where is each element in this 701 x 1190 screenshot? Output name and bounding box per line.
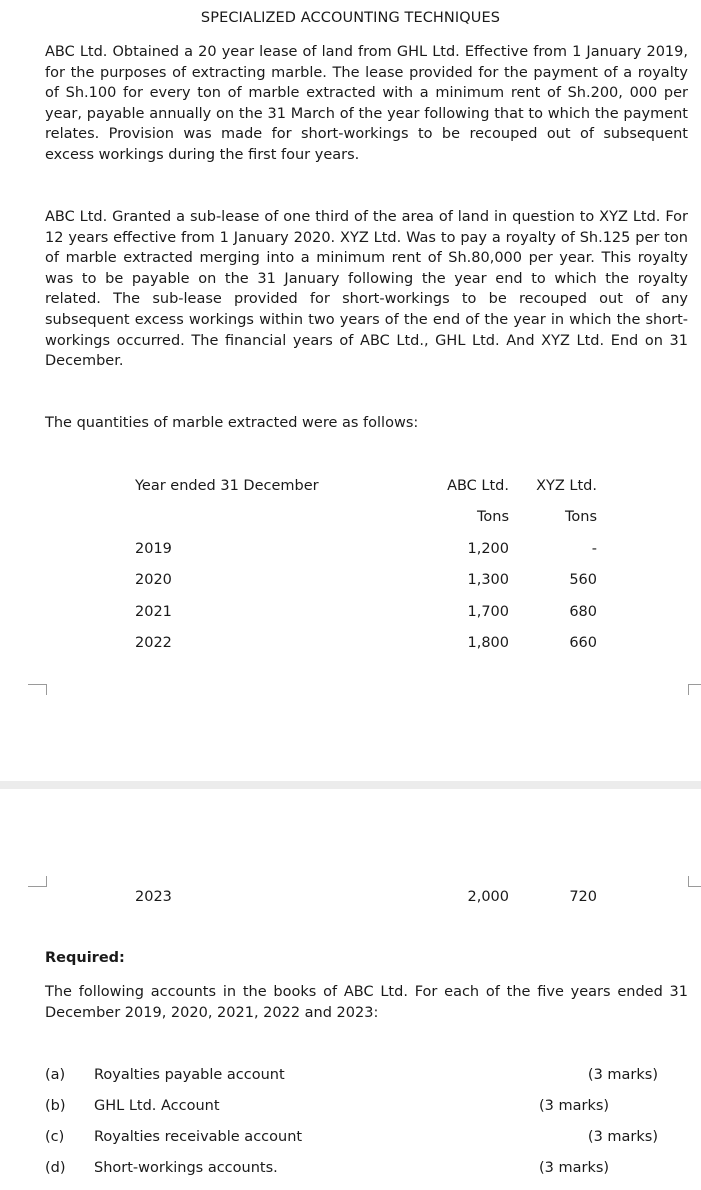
row-xyz: 660	[569, 635, 597, 651]
question-text: Royalties payable account	[94, 1067, 285, 1083]
table-units-row	[0, 509, 701, 531]
header-xyz: XYZ Ltd.	[536, 478, 597, 494]
page-break	[0, 781, 701, 789]
question-item	[0, 1067, 701, 1089]
row-xyz: 680	[569, 604, 597, 620]
document-title: SPECIALIZED ACCOUNTING TECHNIQUES	[200, 10, 501, 26]
row-abc: 1,300	[467, 572, 509, 588]
page-corner-mark	[688, 876, 701, 887]
question-letter: (c)	[45, 1129, 65, 1145]
row-abc: 1,700	[467, 604, 509, 620]
row-abc: 2,000	[467, 889, 509, 905]
table-row	[0, 635, 701, 657]
unit-abc: Tons	[476, 509, 509, 525]
question-item	[0, 1129, 701, 1151]
required-heading: Required:	[45, 950, 125, 966]
question-marks: (3 marks)	[539, 1098, 610, 1114]
table-row	[0, 604, 701, 626]
table-row	[0, 889, 701, 911]
page-corner-mark	[688, 684, 701, 695]
question-item	[0, 1160, 701, 1182]
question-marks: (3 marks)	[587, 1067, 658, 1083]
row-xyz: 720	[569, 889, 597, 905]
question-text: Royalties receivable account	[94, 1129, 303, 1145]
row-year: 2022	[135, 635, 172, 651]
question-letter: (d)	[45, 1160, 66, 1176]
row-year: 2023	[135, 889, 172, 905]
unit-xyz: Tons	[564, 509, 597, 525]
question-letter: (b)	[45, 1098, 66, 1114]
required-intro: The following accounts in the books of ABC Ltd. For each of the five years ended 31 December 2019, 2020, 2021, 2022 and 2023:	[45, 984, 688, 1021]
quantities-intro: The quantities of marble extracted were as follows:	[45, 415, 419, 431]
row-xyz: -	[591, 541, 597, 557]
question-letter: (a)	[45, 1067, 66, 1083]
question-marks: (3 marks)	[539, 1160, 610, 1176]
lease-paragraph: ABC Ltd. Obtained a 20 year lease of land from GHL Ltd. Effective from 1 January 2019, for the purposes of extracting marble. The lease provided for the payment of a royalty of Sh.100 for every ton of marble extracted with a minimum rent of Sh.200, 000 per year, payable annually on the 31 March of the year following that to which the payment relates. Provision was made for short-workings to be recouped out of subsequent excess workings during the first four years.	[45, 44, 688, 163]
row-year: 2021	[135, 604, 172, 620]
table-header-row	[0, 478, 701, 500]
question-marks: (3 marks)	[587, 1129, 658, 1145]
question-text: GHL Ltd. Account	[94, 1098, 220, 1114]
row-year: 2019	[135, 541, 172, 557]
row-abc: 1,800	[467, 635, 509, 651]
page-corner-mark	[28, 876, 47, 887]
question-item	[0, 1098, 701, 1120]
row-year: 2020	[135, 572, 172, 588]
row-abc: 1,200	[467, 541, 509, 557]
table-row	[0, 541, 701, 563]
table-row	[0, 572, 701, 594]
row-xyz: 560	[569, 572, 597, 588]
sublease-paragraph: ABC Ltd. Granted a sub-lease of one third of the area of land in question to XYZ Ltd. For 12 years effective from 1 January 2020. XYZ Ltd. Was to pay a royalty of Sh.125 per ton of marble extracted merging into a minimum rent of Sh.80,000 per year. This royalty was to be payable on the 31 January following the year end to which the royalty related. The sub-lease provided for short-workings to be recouped out of any subsequent excess workings within two years of the end of the year in which the short-workings occurred. The financial years of ABC Ltd., GHL Ltd. And XYZ Ltd. End on 31 December.	[45, 209, 688, 370]
question-text: Short-workings accounts.	[94, 1160, 278, 1176]
header-abc: ABC Ltd.	[447, 478, 509, 494]
header-year: Year ended 31 December	[135, 478, 319, 494]
page-corner-mark	[28, 684, 47, 695]
